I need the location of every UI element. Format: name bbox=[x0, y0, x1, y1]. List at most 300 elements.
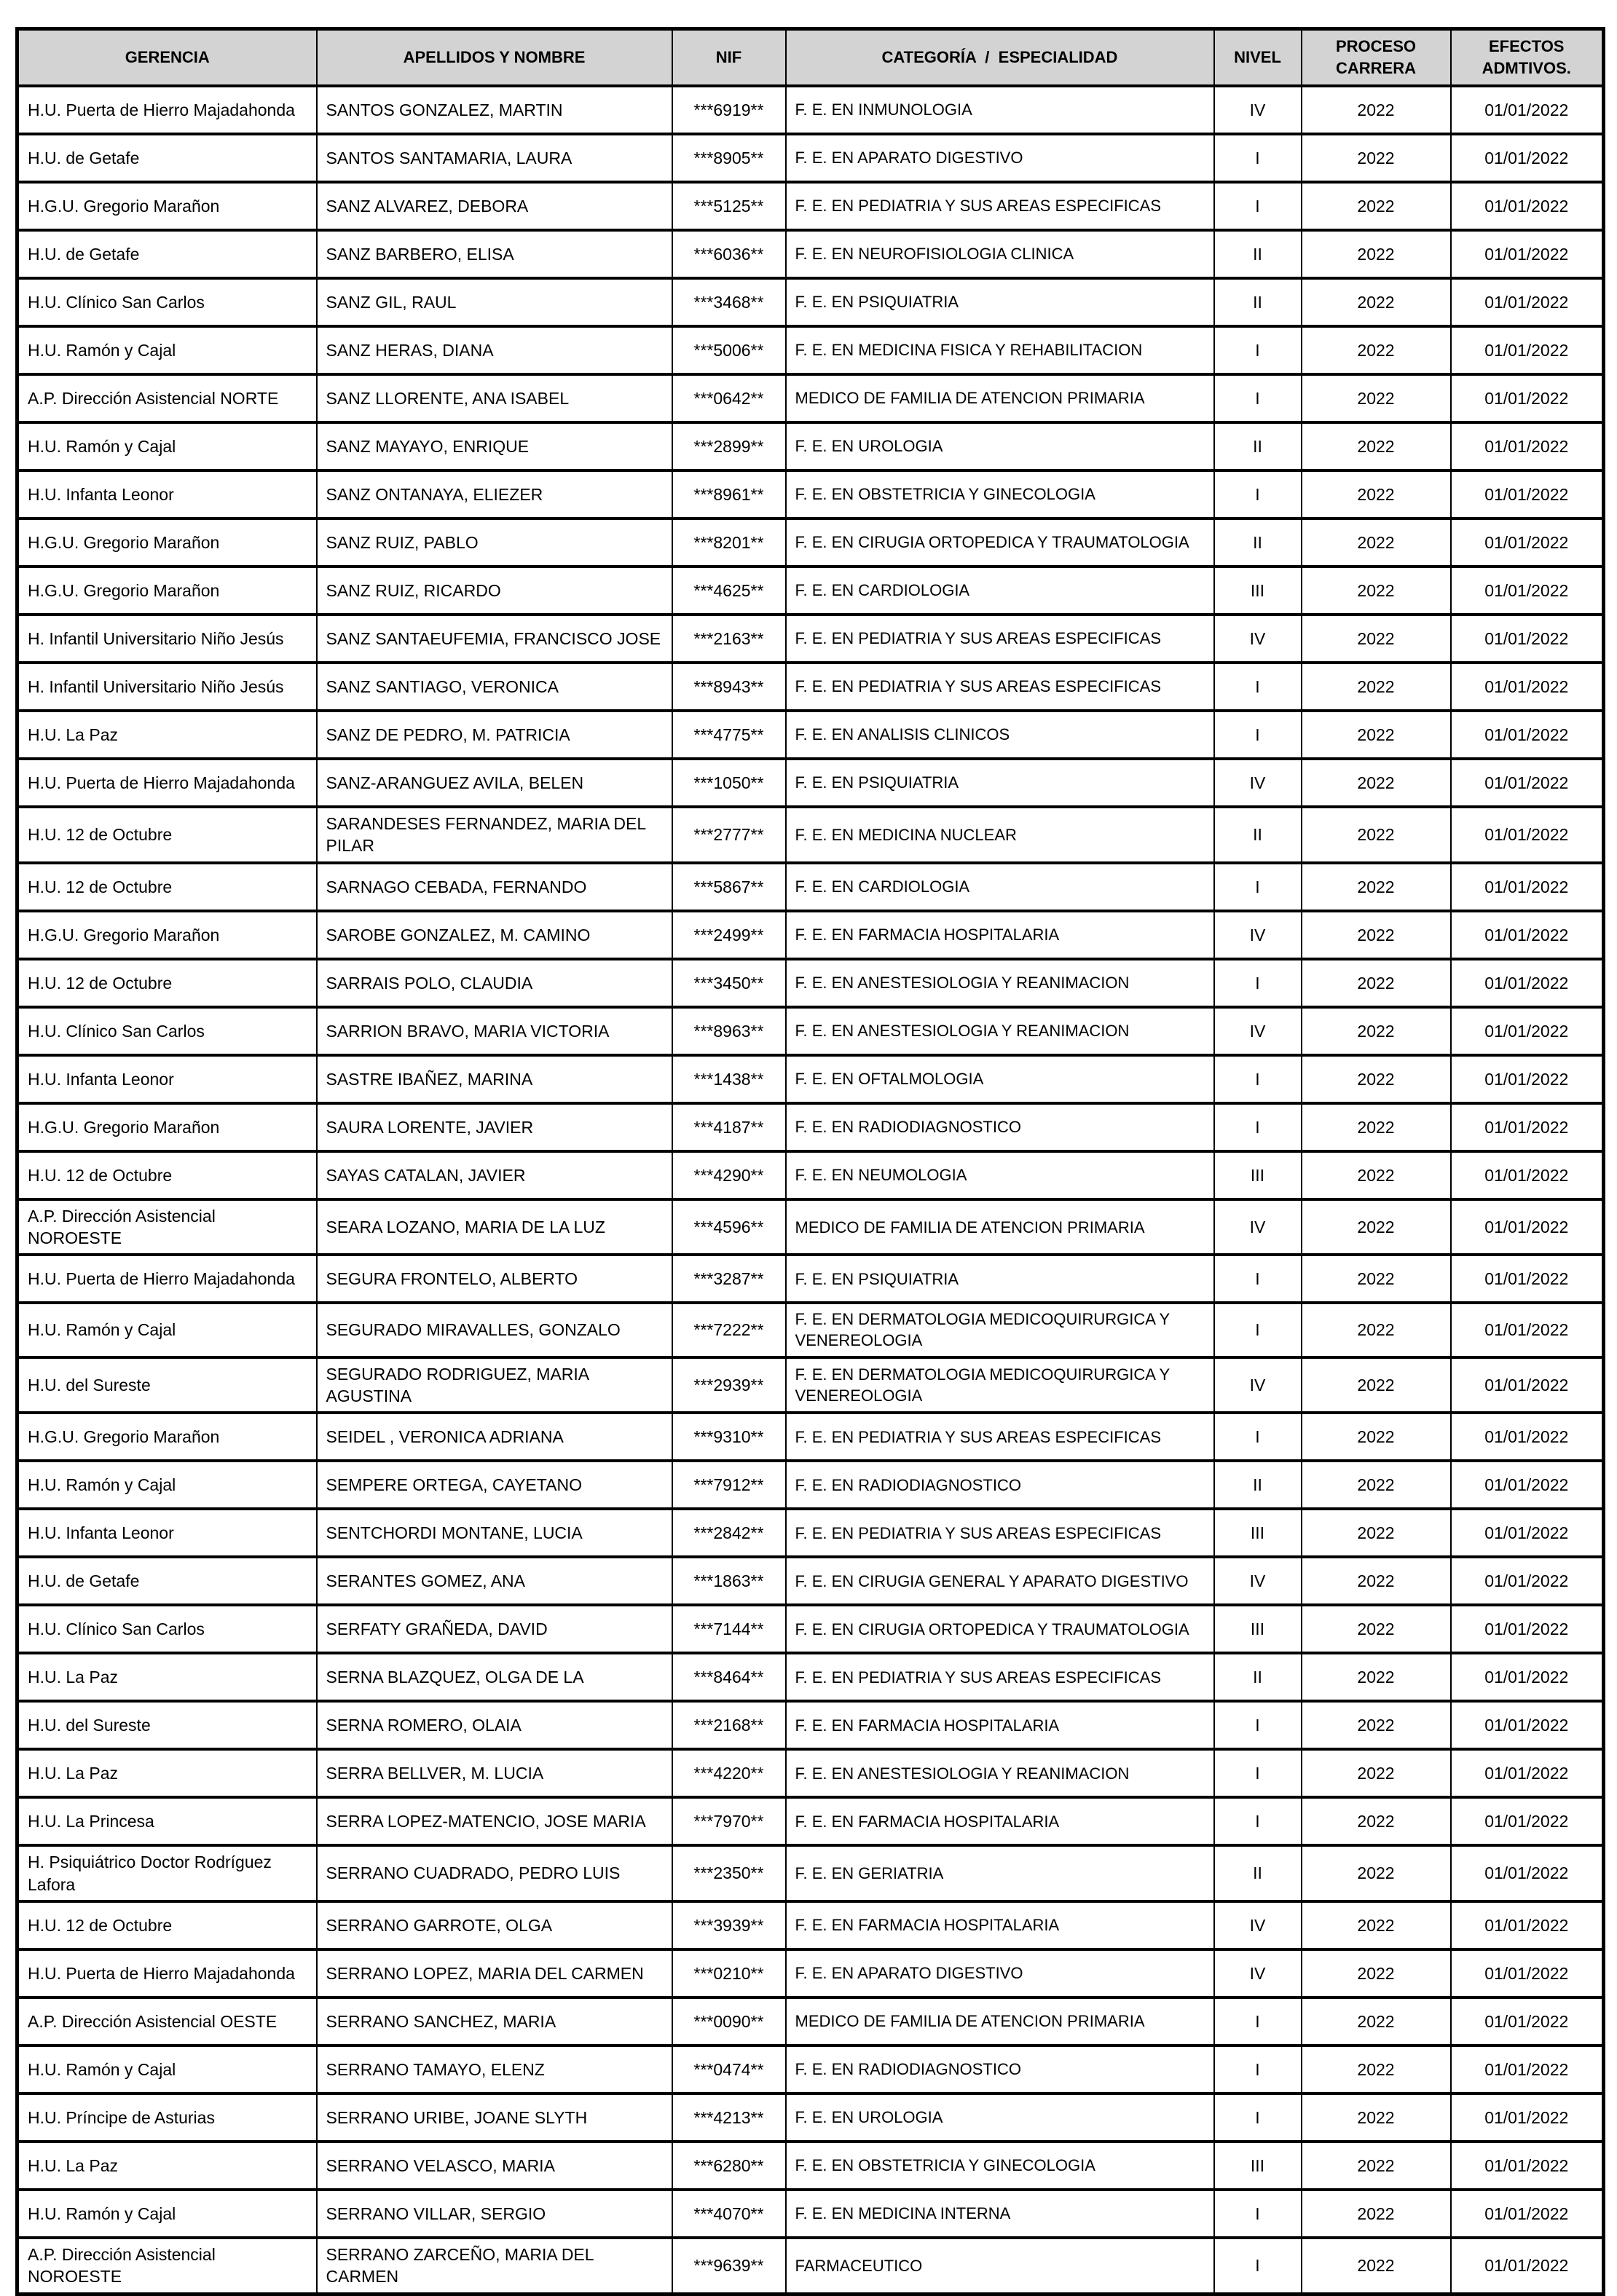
cell-apellidos-nombre: SERRANO CUADRADO, PEDRO LUIS bbox=[317, 1845, 672, 1901]
cell-nif: ***8201** bbox=[672, 518, 786, 567]
cell-categoria-especialidad: F. E. EN MEDICINA FISICA Y REHABILITACION bbox=[786, 326, 1214, 374]
cell-efectos-admtivos: 01/01/2022 bbox=[1451, 2046, 1604, 2094]
cell-gerencia: H.G.U. Gregorio Marañon bbox=[17, 518, 317, 567]
table-row bbox=[17, 518, 1604, 567]
cell-gerencia: H.U. La Paz bbox=[17, 2142, 317, 2190]
cell-proceso-carrera: 2022 bbox=[1302, 374, 1451, 422]
cell-apellidos-nombre: SERRANO URIBE, JOANE SLYTH bbox=[317, 2094, 672, 2142]
cell-nif: ***6280** bbox=[672, 2142, 786, 2190]
cell-nif: ***2777** bbox=[672, 807, 786, 863]
cell-efectos-admtivos: 01/01/2022 bbox=[1451, 1845, 1604, 1901]
cell-categoria-especialidad: MEDICO DE FAMILIA DE ATENCION PRIMARIA bbox=[786, 1199, 1214, 1255]
cell-nif: ***0642** bbox=[672, 374, 786, 422]
cell-efectos-admtivos: 01/01/2022 bbox=[1451, 1949, 1604, 1997]
cell-gerencia: H.U. Puerta de Hierro Majadahonda bbox=[17, 1949, 317, 1997]
cell-nivel: I bbox=[1214, 1055, 1302, 1103]
cell-nivel: I bbox=[1214, 1255, 1302, 1303]
cell-apellidos-nombre: SANZ SANTIAGO, VERONICA bbox=[317, 663, 672, 711]
cell-gerencia: H.U. Ramón y Cajal bbox=[17, 2046, 317, 2094]
cell-categoria-especialidad: F. E. EN DERMATOLOGIA MEDICOQUIRURGICA Y VENEREOLOGIA bbox=[786, 1303, 1214, 1357]
cell-apellidos-nombre: SERFATY GRAÑEDA, DAVID bbox=[317, 1605, 672, 1653]
cell-proceso-carrera: 2022 bbox=[1302, 1199, 1451, 1255]
cell-nif: ***1050** bbox=[672, 759, 786, 807]
cell-apellidos-nombre: SEGURADO MIRAVALLES, GONZALO bbox=[317, 1303, 672, 1357]
cell-proceso-carrera: 2022 bbox=[1302, 1303, 1451, 1357]
cell-categoria-especialidad: F. E. EN RADIODIAGNOSTICO bbox=[786, 1103, 1214, 1151]
cell-efectos-admtivos: 01/01/2022 bbox=[1451, 2238, 1604, 2294]
cell-categoria-especialidad: F. E. EN RADIODIAGNOSTICO bbox=[786, 2046, 1214, 2094]
cell-proceso-carrera: 2022 bbox=[1302, 1997, 1451, 2046]
cell-proceso-carrera: 2022 bbox=[1302, 422, 1451, 470]
table-row bbox=[17, 1901, 1604, 1949]
cell-proceso-carrera: 2022 bbox=[1302, 470, 1451, 518]
cell-apellidos-nombre: SASTRE IBAÑEZ, MARINA bbox=[317, 1055, 672, 1103]
cell-gerencia: H.U. Clínico San Carlos bbox=[17, 1605, 317, 1653]
cell-efectos-admtivos: 01/01/2022 bbox=[1451, 1007, 1604, 1055]
cell-gerencia: H.U. Ramón y Cajal bbox=[17, 326, 317, 374]
cell-nif: ***1438** bbox=[672, 1055, 786, 1103]
cell-apellidos-nombre: SARANDESES FERNANDEZ, MARIA DEL PILAR bbox=[317, 807, 672, 863]
cell-nivel: I bbox=[1214, 863, 1302, 911]
table-row bbox=[17, 1557, 1604, 1605]
cell-nivel: II bbox=[1214, 807, 1302, 863]
cell-categoria-especialidad: F. E. EN APARATO DIGESTIVO bbox=[786, 1949, 1214, 1997]
cell-nif: ***2842** bbox=[672, 1509, 786, 1557]
cell-efectos-admtivos: 01/01/2022 bbox=[1451, 182, 1604, 230]
table-row bbox=[17, 1949, 1604, 1997]
cell-categoria-especialidad: FARMACEUTICO bbox=[786, 2238, 1214, 2294]
cell-proceso-carrera: 2022 bbox=[1302, 2142, 1451, 2190]
cell-nif: ***3287** bbox=[672, 1255, 786, 1303]
cell-gerencia: H.G.U. Gregorio Marañon bbox=[17, 911, 317, 959]
cell-gerencia: H.U. Puerta de Hierro Majadahonda bbox=[17, 1255, 317, 1303]
cell-apellidos-nombre: SERNA ROMERO, OLAIA bbox=[317, 1701, 672, 1749]
cell-apellidos-nombre: SERRANO LOPEZ, MARIA DEL CARMEN bbox=[317, 1949, 672, 1997]
cell-categoria-especialidad: F. E. EN PSIQUIATRIA bbox=[786, 278, 1214, 326]
cell-efectos-admtivos: 01/01/2022 bbox=[1451, 1255, 1604, 1303]
cell-categoria-especialidad: F. E. EN FARMACIA HOSPITALARIA bbox=[786, 911, 1214, 959]
cell-categoria-especialidad: F. E. EN MEDICINA INTERNA bbox=[786, 2190, 1214, 2238]
carrera-table bbox=[15, 27, 1605, 2296]
cell-proceso-carrera: 2022 bbox=[1302, 663, 1451, 711]
cell-nivel: IV bbox=[1214, 1901, 1302, 1949]
table-row bbox=[17, 1653, 1604, 1701]
cell-proceso-carrera: 2022 bbox=[1302, 863, 1451, 911]
cell-efectos-admtivos: 01/01/2022 bbox=[1451, 1797, 1604, 1845]
cell-gerencia: H.U. Infanta Leonor bbox=[17, 470, 317, 518]
cell-efectos-admtivos: 01/01/2022 bbox=[1451, 1103, 1604, 1151]
cell-apellidos-nombre: SANTOS GONZALEZ, MARTIN bbox=[317, 86, 672, 134]
cell-nivel: I bbox=[1214, 959, 1302, 1007]
cell-gerencia: H. Infantil Universitario Niño Jesús bbox=[17, 663, 317, 711]
cell-gerencia: H.U. de Getafe bbox=[17, 134, 317, 182]
cell-apellidos-nombre: SANZ LLORENTE, ANA ISABEL bbox=[317, 374, 672, 422]
cell-nivel: I bbox=[1214, 2046, 1302, 2094]
cell-nivel: IV bbox=[1214, 1557, 1302, 1605]
cell-efectos-admtivos: 01/01/2022 bbox=[1451, 86, 1604, 134]
table-row bbox=[17, 2094, 1604, 2142]
cell-gerencia: H.U. del Sureste bbox=[17, 1701, 317, 1749]
cell-categoria-especialidad: F. E. EN NEUMOLOGIA bbox=[786, 1151, 1214, 1199]
cell-nif: ***2163** bbox=[672, 615, 786, 663]
cell-nivel: IV bbox=[1214, 615, 1302, 663]
cell-nivel: III bbox=[1214, 1509, 1302, 1557]
table-row bbox=[17, 567, 1604, 615]
cell-nif: ***5006** bbox=[672, 326, 786, 374]
cell-proceso-carrera: 2022 bbox=[1302, 759, 1451, 807]
cell-efectos-admtivos: 01/01/2022 bbox=[1451, 1413, 1604, 1461]
table-row bbox=[17, 711, 1604, 759]
cell-efectos-admtivos: 01/01/2022 bbox=[1451, 374, 1604, 422]
cell-gerencia: H.U. Clínico San Carlos bbox=[17, 1007, 317, 1055]
cell-gerencia: H.U. 12 de Octubre bbox=[17, 863, 317, 911]
cell-gerencia: H.U. Clínico San Carlos bbox=[17, 278, 317, 326]
cell-categoria-especialidad: F. E. EN NEUROFISIOLOGIA CLINICA bbox=[786, 230, 1214, 278]
cell-categoria-especialidad: F. E. EN FARMACIA HOSPITALARIA bbox=[786, 1797, 1214, 1845]
cell-apellidos-nombre: SERRANO SANCHEZ, MARIA bbox=[317, 1997, 672, 2046]
cell-nivel: I bbox=[1214, 1997, 1302, 2046]
cell-gerencia: H.U. Ramón y Cajal bbox=[17, 422, 317, 470]
cell-proceso-carrera: 2022 bbox=[1302, 711, 1451, 759]
table-row bbox=[17, 807, 1604, 863]
cell-gerencia: A.P. Dirección Asistencial OESTE bbox=[17, 1997, 317, 2046]
cell-categoria-especialidad: F. E. EN CARDIOLOGIA bbox=[786, 567, 1214, 615]
cell-gerencia: H.U. Puerta de Hierro Majadahonda bbox=[17, 86, 317, 134]
cell-apellidos-nombre: SARNAGO CEBADA, FERNANDO bbox=[317, 863, 672, 911]
cell-nif: ***8963** bbox=[672, 1007, 786, 1055]
cell-efectos-admtivos: 01/01/2022 bbox=[1451, 911, 1604, 959]
cell-categoria-especialidad: F. E. EN OBSTETRICIA Y GINECOLOGIA bbox=[786, 2142, 1214, 2190]
cell-gerencia: H.G.U. Gregorio Marañon bbox=[17, 182, 317, 230]
cell-gerencia: H.U. 12 de Octubre bbox=[17, 959, 317, 1007]
cell-categoria-especialidad: MEDICO DE FAMILIA DE ATENCION PRIMARIA bbox=[786, 1997, 1214, 2046]
cell-apellidos-nombre: SERANTES GOMEZ, ANA bbox=[317, 1557, 672, 1605]
table-row bbox=[17, 326, 1604, 374]
cell-apellidos-nombre: SERRA LOPEZ-MATENCIO, JOSE MARIA bbox=[317, 1797, 672, 1845]
cell-nivel: I bbox=[1214, 326, 1302, 374]
cell-proceso-carrera: 2022 bbox=[1302, 1007, 1451, 1055]
cell-apellidos-nombre: SANZ RUIZ, PABLO bbox=[317, 518, 672, 567]
col-header-proceso-carrera: PROCESO CARRERA bbox=[1302, 29, 1451, 87]
table-row bbox=[17, 1199, 1604, 1255]
cell-apellidos-nombre: SEIDEL , VERONICA ADRIANA bbox=[317, 1413, 672, 1461]
cell-nivel: III bbox=[1214, 1151, 1302, 1199]
cell-apellidos-nombre: SAYAS CATALAN, JAVIER bbox=[317, 1151, 672, 1199]
cell-nivel: II bbox=[1214, 230, 1302, 278]
cell-efectos-admtivos: 01/01/2022 bbox=[1451, 1701, 1604, 1749]
cell-nivel: I bbox=[1214, 1797, 1302, 1845]
cell-efectos-admtivos: 01/01/2022 bbox=[1451, 1749, 1604, 1797]
cell-nif: ***4596** bbox=[672, 1199, 786, 1255]
cell-categoria-especialidad: F. E. EN CIRUGIA ORTOPEDICA Y TRAUMATOLOGIA bbox=[786, 518, 1214, 567]
cell-nivel: IV bbox=[1214, 759, 1302, 807]
cell-apellidos-nombre: SEARA LOZANO, MARIA DE LA LUZ bbox=[317, 1199, 672, 1255]
cell-categoria-especialidad: F. E. EN RADIODIAGNOSTICO bbox=[786, 1461, 1214, 1509]
cell-proceso-carrera: 2022 bbox=[1302, 567, 1451, 615]
table-row bbox=[17, 959, 1604, 1007]
cell-gerencia: H.U. Ramón y Cajal bbox=[17, 1303, 317, 1357]
cell-categoria-especialidad: F. E. EN PEDIATRIA Y SUS AREAS ESPECIFICAS bbox=[786, 663, 1214, 711]
cell-nivel: I bbox=[1214, 2238, 1302, 2294]
cell-proceso-carrera: 2022 bbox=[1302, 1901, 1451, 1949]
cell-nivel: I bbox=[1214, 663, 1302, 711]
cell-efectos-admtivos: 01/01/2022 bbox=[1451, 1997, 1604, 2046]
cell-proceso-carrera: 2022 bbox=[1302, 278, 1451, 326]
cell-nivel: I bbox=[1214, 134, 1302, 182]
cell-nif: ***9310** bbox=[672, 1413, 786, 1461]
cell-categoria-especialidad: F. E. EN ANESTESIOLOGIA Y REANIMACION bbox=[786, 1749, 1214, 1797]
cell-apellidos-nombre: SANTOS SANTAMARIA, LAURA bbox=[317, 134, 672, 182]
cell-gerencia: H.U. Puerta de Hierro Majadahonda bbox=[17, 759, 317, 807]
cell-gerencia: A.P. Dirección Asistencial NOROESTE bbox=[17, 1199, 317, 1255]
cell-apellidos-nombre: SAURA LORENTE, JAVIER bbox=[317, 1103, 672, 1151]
cell-apellidos-nombre: SAROBE GONZALEZ, M. CAMINO bbox=[317, 911, 672, 959]
table-row bbox=[17, 911, 1604, 959]
cell-efectos-admtivos: 01/01/2022 bbox=[1451, 134, 1604, 182]
col-header-efectos-admtivos: EFECTOS ADMTIVOS. bbox=[1451, 29, 1604, 87]
cell-efectos-admtivos: 01/01/2022 bbox=[1451, 1901, 1604, 1949]
cell-categoria-especialidad: F. E. EN CIRUGIA GENERAL Y APARATO DIGESTIVO bbox=[786, 1557, 1214, 1605]
cell-proceso-carrera: 2022 bbox=[1302, 1055, 1451, 1103]
cell-nivel: IV bbox=[1214, 86, 1302, 134]
cell-proceso-carrera: 2022 bbox=[1302, 959, 1451, 1007]
table-row bbox=[17, 1509, 1604, 1557]
cell-gerencia: H.G.U. Gregorio Marañon bbox=[17, 1103, 317, 1151]
cell-gerencia: H.G.U. Gregorio Marañon bbox=[17, 1413, 317, 1461]
cell-nivel: I bbox=[1214, 1749, 1302, 1797]
cell-nif: ***9639** bbox=[672, 2238, 786, 2294]
table-row bbox=[17, 1797, 1604, 1845]
cell-proceso-carrera: 2022 bbox=[1302, 134, 1451, 182]
cell-nif: ***1863** bbox=[672, 1557, 786, 1605]
cell-proceso-carrera: 2022 bbox=[1302, 1845, 1451, 1901]
cell-nif: ***4625** bbox=[672, 567, 786, 615]
cell-apellidos-nombre: SARRION BRAVO, MARIA VICTORIA bbox=[317, 1007, 672, 1055]
cell-categoria-especialidad: F. E. EN PSIQUIATRIA bbox=[786, 759, 1214, 807]
cell-gerencia: H. Psiquiátrico Doctor Rodríguez Lafora bbox=[17, 1845, 317, 1901]
cell-gerencia: H.U. Príncipe de Asturias bbox=[17, 2094, 317, 2142]
table-row bbox=[17, 1357, 1604, 1413]
cell-nivel: III bbox=[1214, 1605, 1302, 1653]
cell-efectos-admtivos: 01/01/2022 bbox=[1451, 863, 1604, 911]
col-header-nif: NIF bbox=[672, 29, 786, 87]
table-row bbox=[17, 1103, 1604, 1151]
cell-efectos-admtivos: 01/01/2022 bbox=[1451, 422, 1604, 470]
cell-efectos-admtivos: 01/01/2022 bbox=[1451, 2190, 1604, 2238]
cell-nif: ***2499** bbox=[672, 911, 786, 959]
cell-efectos-admtivos: 01/01/2022 bbox=[1451, 1151, 1604, 1199]
cell-efectos-admtivos: 01/01/2022 bbox=[1451, 230, 1604, 278]
cell-apellidos-nombre: SANZ MAYAYO, ENRIQUE bbox=[317, 422, 672, 470]
cell-nif: ***3468** bbox=[672, 278, 786, 326]
table-row bbox=[17, 1461, 1604, 1509]
cell-nif: ***4290** bbox=[672, 1151, 786, 1199]
cell-nif: ***4213** bbox=[672, 2094, 786, 2142]
table-row bbox=[17, 615, 1604, 663]
cell-gerencia: H.U. La Princesa bbox=[17, 1797, 317, 1845]
cell-gerencia: H.U. 12 de Octubre bbox=[17, 1901, 317, 1949]
cell-nif: ***8464** bbox=[672, 1653, 786, 1701]
cell-categoria-especialidad: F. E. EN DERMATOLOGIA MEDICOQUIRURGICA Y VENEREOLOGIA bbox=[786, 1357, 1214, 1413]
cell-nivel: II bbox=[1214, 518, 1302, 567]
table-row bbox=[17, 2238, 1604, 2294]
cell-nif: ***4220** bbox=[672, 1749, 786, 1797]
table-row bbox=[17, 2142, 1604, 2190]
cell-efectos-admtivos: 01/01/2022 bbox=[1451, 1557, 1604, 1605]
cell-efectos-admtivos: 01/01/2022 bbox=[1451, 470, 1604, 518]
cell-apellidos-nombre: SERNA BLAZQUEZ, OLGA DE LA bbox=[317, 1653, 672, 1701]
cell-categoria-especialidad: F. E. EN UROLOGIA bbox=[786, 422, 1214, 470]
cell-gerencia: H.U. Infanta Leonor bbox=[17, 1509, 317, 1557]
cell-efectos-admtivos: 01/01/2022 bbox=[1451, 2142, 1604, 2190]
cell-efectos-admtivos: 01/01/2022 bbox=[1451, 807, 1604, 863]
cell-nif: ***4070** bbox=[672, 2190, 786, 2238]
cell-nif: ***7970** bbox=[672, 1797, 786, 1845]
cell-efectos-admtivos: 01/01/2022 bbox=[1451, 518, 1604, 567]
cell-categoria-especialidad: F. E. EN PSIQUIATRIA bbox=[786, 1255, 1214, 1303]
cell-categoria-especialidad: F. E. EN PEDIATRIA Y SUS AREAS ESPECIFICAS bbox=[786, 1413, 1214, 1461]
cell-categoria-especialidad: F. E. EN PEDIATRIA Y SUS AREAS ESPECIFICAS bbox=[786, 182, 1214, 230]
cell-categoria-especialidad: F. E. EN OBSTETRICIA Y GINECOLOGIA bbox=[786, 470, 1214, 518]
cell-nivel: III bbox=[1214, 2142, 1302, 2190]
cell-nif: ***8943** bbox=[672, 663, 786, 711]
cell-gerencia: H.U. La Paz bbox=[17, 1749, 317, 1797]
table-row bbox=[17, 182, 1604, 230]
cell-categoria-especialidad: F. E. EN ANESTESIOLOGIA Y REANIMACION bbox=[786, 959, 1214, 1007]
table-row bbox=[17, 1055, 1604, 1103]
cell-proceso-carrera: 2022 bbox=[1302, 518, 1451, 567]
cell-nivel: I bbox=[1214, 470, 1302, 518]
cell-nif: ***0210** bbox=[672, 1949, 786, 1997]
cell-apellidos-nombre: SERRANO TAMAYO, ELENZ bbox=[317, 2046, 672, 2094]
table-row bbox=[17, 863, 1604, 911]
cell-efectos-admtivos: 01/01/2022 bbox=[1451, 2094, 1604, 2142]
cell-categoria-especialidad: F. E. EN APARATO DIGESTIVO bbox=[786, 134, 1214, 182]
cell-gerencia: A.P. Dirección Asistencial NORTE bbox=[17, 374, 317, 422]
table-row bbox=[17, 470, 1604, 518]
cell-apellidos-nombre: SANZ GIL, RAUL bbox=[317, 278, 672, 326]
cell-proceso-carrera: 2022 bbox=[1302, 2190, 1451, 2238]
cell-efectos-admtivos: 01/01/2022 bbox=[1451, 1653, 1604, 1701]
col-header-categoria-especialidad: CATEGORÍA / ESPECIALIDAD bbox=[786, 29, 1214, 87]
cell-proceso-carrera: 2022 bbox=[1302, 911, 1451, 959]
cell-nif: ***7912** bbox=[672, 1461, 786, 1509]
cell-proceso-carrera: 2022 bbox=[1302, 1461, 1451, 1509]
cell-gerencia: H.U. Ramón y Cajal bbox=[17, 1461, 317, 1509]
cell-apellidos-nombre: SARRAIS POLO, CLAUDIA bbox=[317, 959, 672, 1007]
table-row bbox=[17, 2046, 1604, 2094]
cell-nivel: IV bbox=[1214, 1199, 1302, 1255]
cell-apellidos-nombre: SERRA BELLVER, M. LUCIA bbox=[317, 1749, 672, 1797]
table-row bbox=[17, 134, 1604, 182]
cell-proceso-carrera: 2022 bbox=[1302, 1151, 1451, 1199]
cell-proceso-carrera: 2022 bbox=[1302, 2238, 1451, 2294]
cell-proceso-carrera: 2022 bbox=[1302, 1605, 1451, 1653]
cell-categoria-especialidad: F. E. EN MEDICINA NUCLEAR bbox=[786, 807, 1214, 863]
cell-gerencia: H.U. del Sureste bbox=[17, 1357, 317, 1413]
cell-proceso-carrera: 2022 bbox=[1302, 230, 1451, 278]
table-row bbox=[17, 374, 1604, 422]
col-header-gerencia: GERENCIA bbox=[17, 29, 317, 87]
cell-nif: ***0090** bbox=[672, 1997, 786, 2046]
cell-gerencia: H.U. Infanta Leonor bbox=[17, 1055, 317, 1103]
cell-nivel: I bbox=[1214, 1303, 1302, 1357]
cell-proceso-carrera: 2022 bbox=[1302, 1413, 1451, 1461]
table-row bbox=[17, 1007, 1604, 1055]
cell-apellidos-nombre: SERRANO ZARCEÑO, MARIA DEL CARMEN bbox=[317, 2238, 672, 2294]
table-row bbox=[17, 1255, 1604, 1303]
cell-apellidos-nombre: SANZ BARBERO, ELISA bbox=[317, 230, 672, 278]
cell-nivel: IV bbox=[1214, 1007, 1302, 1055]
cell-categoria-especialidad: F. E. EN ANESTESIOLOGIA Y REANIMACION bbox=[786, 1007, 1214, 1055]
cell-proceso-carrera: 2022 bbox=[1302, 1949, 1451, 1997]
document-page bbox=[15, 27, 1605, 2296]
cell-nif: ***8961** bbox=[672, 470, 786, 518]
cell-nif: ***2350** bbox=[672, 1845, 786, 1901]
cell-efectos-admtivos: 01/01/2022 bbox=[1451, 1605, 1604, 1653]
table-row bbox=[17, 230, 1604, 278]
table-row bbox=[17, 1701, 1604, 1749]
col-header-apellidos-nombre: APELLIDOS Y NOMBRE bbox=[317, 29, 672, 87]
cell-proceso-carrera: 2022 bbox=[1302, 1103, 1451, 1151]
cell-efectos-admtivos: 01/01/2022 bbox=[1451, 1055, 1604, 1103]
cell-categoria-especialidad: F. E. EN UROLOGIA bbox=[786, 2094, 1214, 2142]
cell-nivel: I bbox=[1214, 1701, 1302, 1749]
cell-proceso-carrera: 2022 bbox=[1302, 1653, 1451, 1701]
cell-categoria-especialidad: MEDICO DE FAMILIA DE ATENCION PRIMARIA bbox=[786, 374, 1214, 422]
table-row bbox=[17, 1303, 1604, 1357]
cell-efectos-admtivos: 01/01/2022 bbox=[1451, 326, 1604, 374]
cell-nif: ***7222** bbox=[672, 1303, 786, 1357]
cell-gerencia: H.U. de Getafe bbox=[17, 230, 317, 278]
cell-categoria-especialidad: F. E. EN PEDIATRIA Y SUS AREAS ESPECIFICAS bbox=[786, 1509, 1214, 1557]
cell-categoria-especialidad: F. E. EN PEDIATRIA Y SUS AREAS ESPECIFICAS bbox=[786, 1653, 1214, 1701]
cell-apellidos-nombre: SERRANO VELASCO, MARIA bbox=[317, 2142, 672, 2190]
cell-nif: ***2939** bbox=[672, 1357, 786, 1413]
cell-efectos-admtivos: 01/01/2022 bbox=[1451, 663, 1604, 711]
cell-nif: ***5867** bbox=[672, 863, 786, 911]
cell-efectos-admtivos: 01/01/2022 bbox=[1451, 1199, 1604, 1255]
cell-gerencia: A.P. Dirección Asistencial NOROESTE bbox=[17, 2238, 317, 2294]
cell-nivel: I bbox=[1214, 2094, 1302, 2142]
cell-categoria-especialidad: F. E. EN CIRUGIA ORTOPEDICA Y TRAUMATOLOGIA bbox=[786, 1605, 1214, 1653]
cell-nif: ***5125** bbox=[672, 182, 786, 230]
cell-proceso-carrera: 2022 bbox=[1302, 1797, 1451, 1845]
cell-nivel: II bbox=[1214, 278, 1302, 326]
cell-efectos-admtivos: 01/01/2022 bbox=[1451, 1461, 1604, 1509]
cell-gerencia: H.U. La Paz bbox=[17, 1653, 317, 1701]
cell-proceso-carrera: 2022 bbox=[1302, 326, 1451, 374]
cell-categoria-especialidad: F. E. EN ANALISIS CLINICOS bbox=[786, 711, 1214, 759]
cell-apellidos-nombre: SANZ DE PEDRO, M. PATRICIA bbox=[317, 711, 672, 759]
cell-proceso-carrera: 2022 bbox=[1302, 1749, 1451, 1797]
table-row bbox=[17, 278, 1604, 326]
cell-efectos-admtivos: 01/01/2022 bbox=[1451, 1303, 1604, 1357]
cell-nivel: II bbox=[1214, 1845, 1302, 1901]
cell-nif: ***8905** bbox=[672, 134, 786, 182]
cell-nif: ***3939** bbox=[672, 1901, 786, 1949]
cell-proceso-carrera: 2022 bbox=[1302, 1509, 1451, 1557]
table-row bbox=[17, 1997, 1604, 2046]
cell-efectos-admtivos: 01/01/2022 bbox=[1451, 959, 1604, 1007]
cell-proceso-carrera: 2022 bbox=[1302, 615, 1451, 663]
cell-categoria-especialidad: F. E. EN FARMACIA HOSPITALARIA bbox=[786, 1701, 1214, 1749]
cell-proceso-carrera: 2022 bbox=[1302, 1255, 1451, 1303]
cell-nivel: IV bbox=[1214, 1357, 1302, 1413]
cell-gerencia: H.U. 12 de Octubre bbox=[17, 807, 317, 863]
cell-apellidos-nombre: SERRANO VILLAR, SERGIO bbox=[317, 2190, 672, 2238]
cell-nivel: I bbox=[1214, 1103, 1302, 1151]
